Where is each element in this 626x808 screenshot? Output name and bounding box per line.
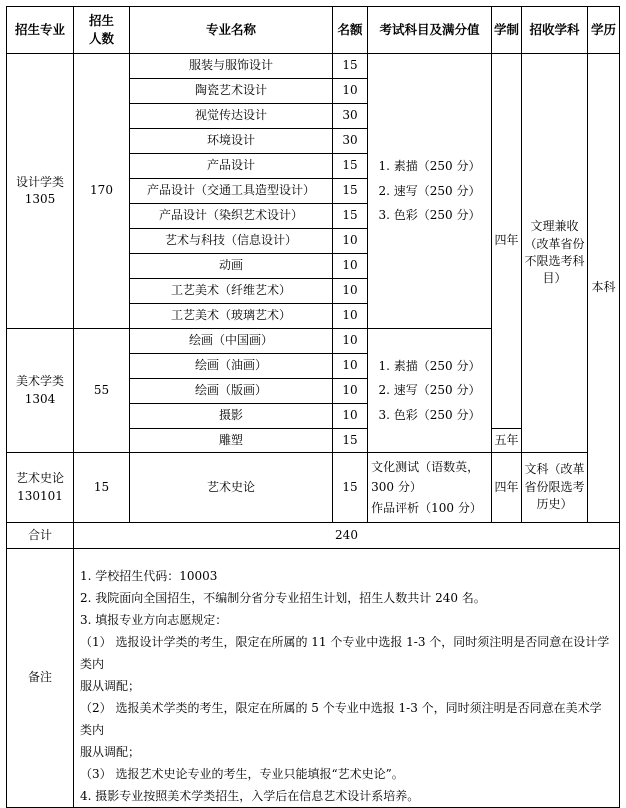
header-quota	[74, 7, 130, 54]
art-history-exam-list	[371, 457, 482, 518]
specialty-count: 15	[333, 453, 368, 523]
table-row	[7, 453, 620, 523]
specialty-name: 摄影	[130, 404, 333, 429]
specialty-count: 10	[333, 229, 368, 254]
note-line: 服从调配；	[80, 745, 141, 759]
specialty-count: 15	[333, 179, 368, 204]
subject-line: （改革省份	[524, 236, 585, 251]
fine-arts-category-code: 1304	[24, 391, 56, 406]
art-history-quota: 15	[74, 453, 130, 523]
exam-item: 文化测试（语数英，	[371, 459, 480, 474]
table-row	[7, 54, 620, 79]
specialty-name: 视觉传达设计	[130, 104, 333, 129]
specialty-count: 30	[333, 129, 368, 154]
subject-line: 目）	[542, 271, 567, 286]
specialty-count: 10	[333, 304, 368, 329]
specialty-count: 10	[333, 79, 368, 104]
fine-arts-exam-list	[379, 354, 481, 428]
design-exam-list	[379, 154, 481, 228]
note-line: 1. 学校招生代码：10003	[80, 569, 218, 583]
design-category-cell	[7, 54, 74, 329]
fine-arts-category-name: 美术学类	[15, 374, 64, 389]
specialty-name: 陶瓷艺术设计	[130, 79, 333, 104]
art-history-category-code: 130101	[17, 488, 63, 503]
art-history-subject-cell	[522, 453, 588, 523]
exam-item: 3. 色彩（250 分）	[378, 208, 481, 223]
note-line: 2. 我院面向全国招生，不编制分省分专业招生计划，招生人数共计 240 名。	[80, 591, 486, 605]
specialty-name: 动画	[130, 254, 333, 279]
header-subject: 招收学科	[522, 7, 588, 54]
admissions-table	[6, 6, 620, 808]
exam-item: 300 分）	[371, 480, 422, 495]
fine-arts-quota: 55	[74, 329, 130, 453]
note-line: （2） 选报美术学类的考生，限定在所属的 5 个专业中选报 1-3 个，同时须注明是否同意在美术学类内	[80, 701, 602, 737]
subject-line: 文理兼收	[530, 219, 579, 234]
total-value: 240	[74, 523, 620, 549]
exam-item: 1. 素描（250 分）	[378, 159, 481, 174]
subject-line: 不限选考科	[524, 254, 585, 268]
specialty-name: 产品设计（交通工具造型设计）	[130, 179, 333, 204]
exam-item: 2. 速写（250 分）	[378, 183, 481, 198]
design-category-name: 设计学类	[15, 174, 64, 189]
specialty-name: 工艺美术（纤维艺术）	[130, 279, 333, 304]
note-line: 服从调配；	[80, 679, 141, 693]
design-category-code: 1305	[24, 192, 56, 206]
header-exam: 考试科目及满分值	[368, 7, 492, 54]
note-line: 4. 摄影专业按照美术学类招生，入学后在信息艺术设计系培养。	[80, 789, 420, 803]
notes-row	[7, 549, 620, 808]
duration-five: 五年	[492, 429, 522, 453]
specialty-count: 10	[333, 354, 368, 379]
specialty-name: 产品设计（染织艺术设计）	[130, 204, 333, 229]
specialty-count: 10	[333, 279, 368, 304]
exam-item: 3. 色彩（250 分）	[378, 407, 481, 422]
header-count: 名额	[333, 7, 368, 54]
specialty-count: 15	[333, 154, 368, 179]
subject-line: 文科（改革	[524, 462, 585, 477]
fine-arts-category-cell	[7, 329, 74, 453]
art-history-category-name: 艺术史论	[15, 471, 64, 486]
specialty-count: 15	[333, 54, 368, 79]
specialty-count: 10	[333, 254, 368, 279]
subject-line: 省份限选考	[524, 479, 585, 494]
specialty-count: 30	[333, 104, 368, 129]
design-exam-cell	[368, 54, 492, 329]
header-major: 招生专业	[7, 7, 74, 54]
header-quota-line1: 招生	[88, 12, 114, 28]
exam-item: 作品评析（100 分）	[371, 500, 482, 515]
notes-content	[74, 549, 620, 808]
specialty-count: 10	[333, 329, 368, 354]
specialty-name: 产品设计	[130, 154, 333, 179]
degree-cell: 本科	[588, 54, 620, 523]
specialty-name: 艺术史论	[130, 453, 333, 523]
note-line: 3. 填报专业方向志愿规定：	[80, 613, 228, 627]
duration-four-art-history: 四年	[492, 453, 522, 523]
specialty-name: 艺术与科技（信息设计）	[130, 229, 333, 254]
specialty-count: 15	[333, 429, 368, 453]
header-quota-line2: 人数	[88, 31, 114, 46]
art-history-category-cell	[7, 453, 74, 523]
header-specialty: 专业名称	[130, 7, 333, 54]
header-row	[7, 7, 620, 54]
subject-main-cell	[522, 54, 588, 453]
total-label: 合计	[7, 523, 74, 549]
specialty-count: 10	[333, 379, 368, 404]
specialty-count: 10	[333, 404, 368, 429]
notes-label: 备注	[7, 549, 74, 808]
specialty-name: 工艺美术（玻璃艺术）	[130, 304, 333, 329]
specialty-count: 15	[333, 204, 368, 229]
exam-item: 1. 素描（250 分）	[378, 358, 481, 373]
specialty-name: 服装与服饰设计	[130, 54, 333, 79]
specialty-name: 绘画（油画）	[130, 354, 333, 379]
specialty-name: 绘画（版画）	[130, 379, 333, 404]
header-duration: 学制	[492, 7, 522, 54]
fine-arts-exam-cell	[368, 329, 492, 453]
header-degree: 学历	[588, 7, 620, 54]
art-history-exam-cell	[368, 453, 492, 523]
specialty-name: 雕塑	[130, 429, 333, 453]
specialty-name: 绘画（中国画）	[130, 329, 333, 354]
design-quota: 170	[74, 54, 130, 329]
note-line: （3） 选报艺术史论专业的考生，专业只能填报“艺术史论”。	[80, 767, 404, 781]
specialty-name: 环境设计	[130, 129, 333, 154]
note-line: （1） 选报设计学类的考生，限定在所属的 11 个专业中选报 1-3 个，同时须注明是否同意在设计学类内	[80, 635, 610, 671]
duration-four-main: 四年	[492, 54, 522, 429]
total-row	[7, 523, 620, 549]
subject-line: 历史）	[536, 497, 573, 512]
exam-item: 2. 速写（250 分）	[378, 383, 481, 398]
